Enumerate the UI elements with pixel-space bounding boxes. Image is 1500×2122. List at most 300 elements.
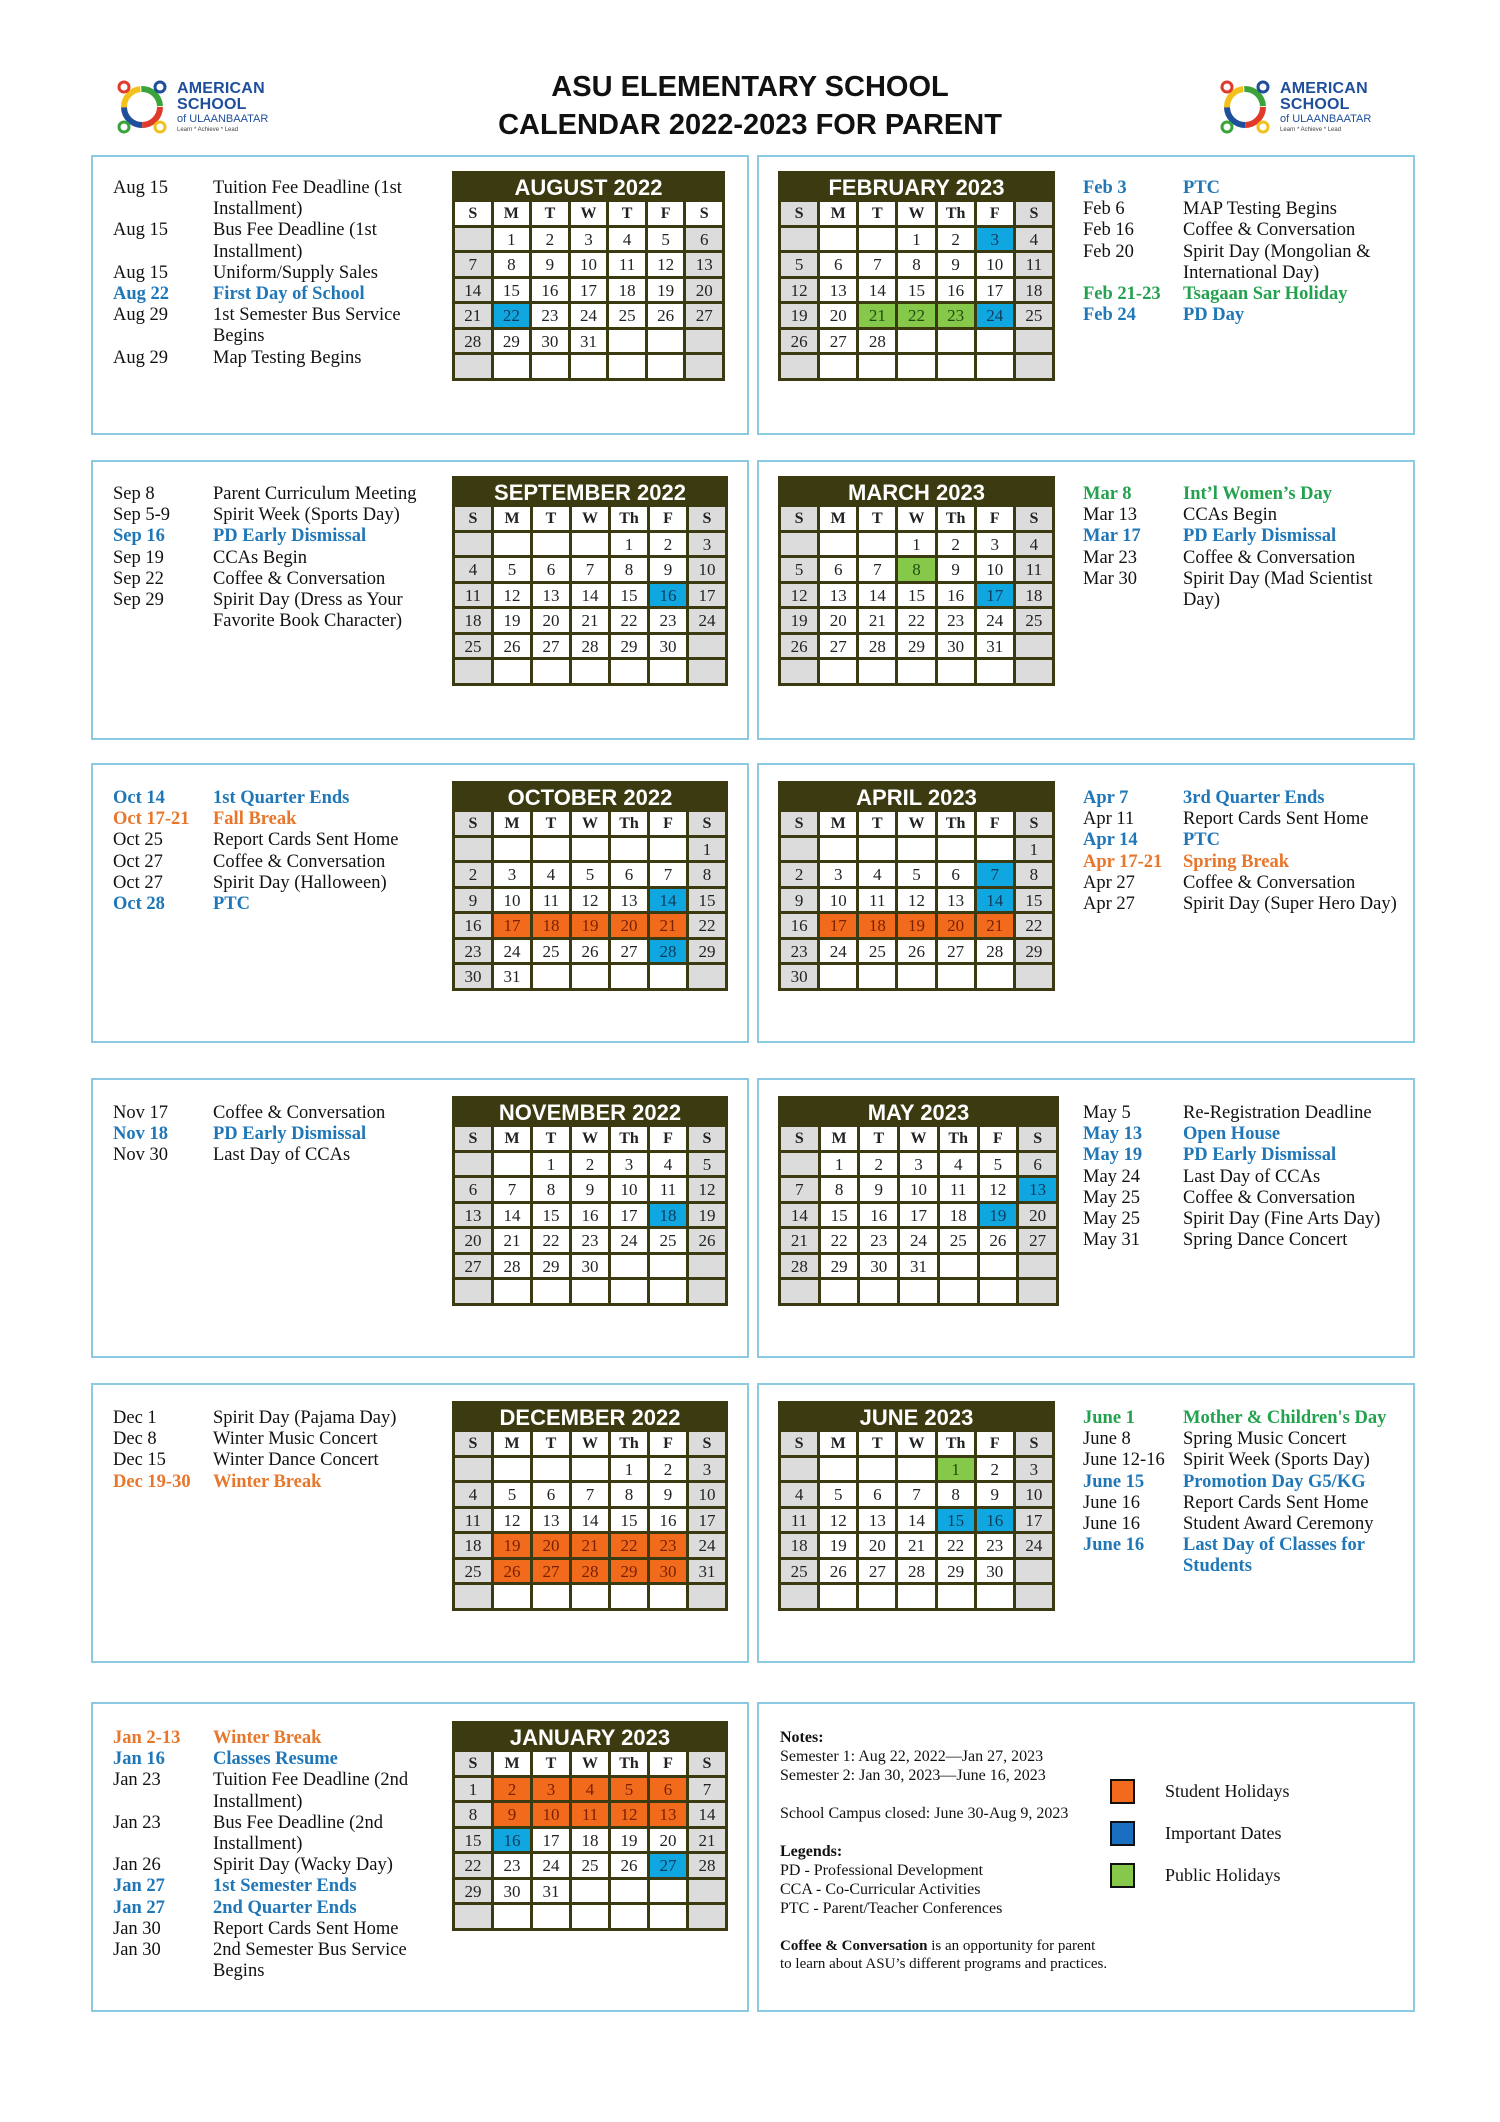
day-cell: 27 bbox=[611, 940, 647, 963]
event-date: Jan 27 bbox=[113, 1876, 165, 1897]
event-item bbox=[113, 894, 433, 915]
day-cell: 29 bbox=[533, 1255, 569, 1278]
day-cell bbox=[494, 1585, 530, 1608]
event-item bbox=[113, 1472, 433, 1493]
legend-label: Public Holidays bbox=[1165, 1864, 1281, 1885]
day-cell: 24 bbox=[571, 304, 607, 327]
weekday-header: T bbox=[860, 1127, 897, 1150]
day-cell: 31 bbox=[533, 1880, 569, 1903]
event-date: Oct 28 bbox=[113, 894, 165, 915]
day-cell: 27 bbox=[533, 635, 569, 658]
day-cell: 28 bbox=[572, 1560, 608, 1583]
event-item bbox=[1083, 220, 1413, 241]
event-date: Dec 8 bbox=[113, 1429, 157, 1450]
weekday-header: T bbox=[533, 1127, 569, 1150]
day-cell bbox=[686, 355, 722, 378]
day-cell bbox=[898, 1585, 934, 1608]
day-cell bbox=[650, 1280, 686, 1303]
day-cell: 3 bbox=[1016, 1458, 1052, 1481]
calendar-grid bbox=[455, 1127, 725, 1303]
day-cell: 23 bbox=[860, 1229, 897, 1252]
event-text: Int’l Women’s Day bbox=[1183, 484, 1333, 504]
day-cell: 3 bbox=[977, 533, 1013, 556]
weekday-header: F bbox=[650, 812, 686, 835]
event-item bbox=[1083, 484, 1413, 505]
event-text: Coffee & Conversation bbox=[213, 851, 386, 872]
calendar-month-title: MAY 2023 bbox=[867, 1100, 970, 1125]
calendar-grid bbox=[455, 812, 725, 988]
day-cell bbox=[611, 965, 647, 988]
event-date: Jan 23 bbox=[113, 1770, 161, 1791]
weekday-header: F bbox=[650, 507, 686, 530]
day-cell: 16 bbox=[455, 914, 491, 937]
day-cell bbox=[938, 355, 974, 378]
day-cell: 1 bbox=[611, 1458, 647, 1481]
day-cell: 7 bbox=[781, 1178, 818, 1201]
day-cell: 4 bbox=[572, 1778, 608, 1801]
event-item bbox=[113, 1876, 433, 1897]
weekday-header: S bbox=[1016, 202, 1052, 225]
day-cell: 5 bbox=[648, 228, 684, 251]
day-cell bbox=[1016, 660, 1052, 683]
event-date: Jan 30 bbox=[113, 1940, 161, 1961]
day-cell: 26 bbox=[781, 330, 817, 353]
calendar-month-title: DECEMBER 2022 bbox=[499, 1405, 681, 1430]
event-text: Bus Fee Deadline (2nd Installment) bbox=[213, 1812, 384, 1855]
weekday-header: F bbox=[977, 202, 1013, 225]
event-text: Last Day of Classes for Students bbox=[1183, 1535, 1365, 1577]
school-logo-right bbox=[1215, 74, 1385, 140]
event-date: May 24 bbox=[1083, 1166, 1141, 1187]
day-cell: 30 bbox=[860, 1255, 897, 1278]
day-cell: 8 bbox=[494, 253, 530, 276]
day-cell: 25 bbox=[572, 1854, 608, 1877]
event-item bbox=[113, 1855, 433, 1876]
day-cell bbox=[533, 1585, 569, 1608]
day-cell: 2 bbox=[938, 228, 974, 251]
day-cell bbox=[611, 660, 647, 683]
day-cell: 5 bbox=[980, 1153, 1017, 1176]
day-cell bbox=[821, 1280, 858, 1303]
day-cell: 11 bbox=[533, 889, 569, 912]
day-cell: 30 bbox=[455, 965, 491, 988]
weekday-header: W bbox=[900, 1127, 937, 1150]
day-cell: 15 bbox=[689, 889, 725, 912]
day-cell: 17 bbox=[494, 914, 530, 937]
event-text: 1st Semester Ends bbox=[213, 1876, 357, 1897]
day-cell: 13 bbox=[859, 1509, 895, 1532]
day-cell bbox=[494, 1153, 530, 1176]
event-date: Oct 25 bbox=[113, 830, 163, 851]
day-cell bbox=[859, 965, 895, 988]
day-cell: 7 bbox=[898, 1483, 934, 1506]
day-cell: 3 bbox=[533, 1778, 569, 1801]
day-cell: 11 bbox=[1016, 558, 1052, 581]
day-cell: 26 bbox=[781, 635, 817, 658]
calendar-month-title: FEBRUARY 2023 bbox=[828, 175, 1005, 200]
day-cell: 4 bbox=[781, 1483, 817, 1506]
day-cell: 13 bbox=[820, 279, 856, 302]
day-cell: 8 bbox=[898, 253, 934, 276]
event-item bbox=[1083, 1230, 1413, 1251]
day-cell bbox=[572, 1585, 608, 1608]
event-date: Jan 26 bbox=[113, 1855, 161, 1876]
day-cell bbox=[571, 355, 607, 378]
event-text: Last Day of CCAs bbox=[213, 1145, 351, 1166]
day-cell: 28 bbox=[859, 330, 895, 353]
day-cell: 21 bbox=[859, 609, 895, 632]
day-cell: 25 bbox=[533, 940, 569, 963]
event-date: June 12-16 bbox=[1083, 1450, 1165, 1471]
day-cell: 21 bbox=[572, 609, 608, 632]
day-cell: 11 bbox=[1016, 253, 1052, 276]
event-text: Report Cards Sent Home bbox=[1183, 809, 1369, 830]
day-cell bbox=[494, 1458, 530, 1481]
day-cell bbox=[898, 660, 934, 683]
day-cell bbox=[859, 228, 895, 251]
event-item bbox=[1083, 569, 1413, 611]
day-cell: 15 bbox=[1016, 889, 1052, 912]
event-item bbox=[1083, 505, 1413, 526]
event-text: Re-Registration Deadline bbox=[1183, 1103, 1372, 1123]
event-date: Oct 14 bbox=[113, 788, 165, 808]
day-cell: 25 bbox=[455, 1560, 491, 1583]
day-cell bbox=[650, 1905, 686, 1928]
day-cell bbox=[1016, 965, 1052, 988]
day-cell: 21 bbox=[494, 1229, 530, 1252]
day-cell: 26 bbox=[611, 1854, 647, 1877]
weekday-header: S bbox=[455, 507, 491, 530]
event-text: Spirit Day (Super Hero Day) bbox=[1183, 894, 1397, 915]
event-date: Sep 16 bbox=[113, 526, 165, 547]
day-cell: 11 bbox=[455, 584, 491, 607]
event-item bbox=[113, 526, 433, 547]
day-cell: 4 bbox=[1016, 228, 1052, 251]
day-cell: 10 bbox=[689, 558, 725, 581]
event-text: Uniform/Supply Sales bbox=[213, 262, 378, 283]
legend-public-holidays bbox=[1110, 1854, 1290, 1896]
day-cell: 13 bbox=[1019, 1178, 1056, 1201]
weekday-header: Th bbox=[938, 1432, 974, 1455]
weekday-header: T bbox=[609, 202, 645, 225]
day-cell: 6 bbox=[533, 558, 569, 581]
day-cell: 9 bbox=[494, 1803, 530, 1826]
calendar-august bbox=[452, 171, 725, 381]
day-cell: 5 bbox=[898, 863, 934, 886]
event-date: Mar 8 bbox=[1083, 484, 1132, 504]
event-item bbox=[113, 1124, 433, 1145]
event-text: Classes Resume bbox=[213, 1749, 338, 1770]
day-cell: 3 bbox=[689, 1458, 725, 1481]
event-date: June 16 bbox=[1083, 1535, 1145, 1556]
event-item bbox=[1083, 873, 1413, 894]
event-date: Apr 27 bbox=[1083, 894, 1135, 915]
day-cell: 20 bbox=[859, 1534, 895, 1557]
day-cell: 3 bbox=[900, 1153, 937, 1176]
event-text: PD Early Dismissal bbox=[213, 1124, 367, 1145]
event-date: Aug 15 bbox=[113, 262, 168, 283]
event-date: June 1 bbox=[1083, 1408, 1135, 1428]
calendar-month-title: APRIL 2023 bbox=[856, 785, 977, 810]
event-date: Apr 14 bbox=[1083, 830, 1138, 851]
day-cell: 1 bbox=[533, 1153, 569, 1176]
event-text: Open House bbox=[1183, 1124, 1281, 1145]
day-cell: 16 bbox=[532, 279, 568, 302]
day-cell: 10 bbox=[900, 1178, 937, 1201]
event-date: Mar 17 bbox=[1083, 526, 1141, 547]
day-cell: 29 bbox=[611, 1560, 647, 1583]
event-item bbox=[113, 220, 433, 262]
calendar-grid bbox=[455, 1752, 725, 1928]
weekday-header: Th bbox=[611, 1752, 647, 1775]
day-cell: 27 bbox=[1019, 1229, 1056, 1252]
day-cell bbox=[572, 533, 608, 556]
weekday-header: M bbox=[820, 507, 856, 530]
day-cell: 17 bbox=[977, 584, 1013, 607]
day-cell bbox=[611, 1280, 647, 1303]
day-cell: 23 bbox=[938, 304, 974, 327]
day-cell: 14 bbox=[781, 1204, 818, 1227]
day-cell bbox=[1016, 355, 1052, 378]
day-cell: 1 bbox=[898, 228, 934, 251]
day-cell: 5 bbox=[820, 1483, 856, 1506]
weekday-header: S bbox=[455, 1127, 491, 1150]
day-cell: 2 bbox=[455, 863, 491, 886]
day-cell: 7 bbox=[572, 1483, 608, 1506]
weekday-header: W bbox=[898, 1432, 934, 1455]
day-cell: 9 bbox=[781, 889, 817, 912]
day-cell: 5 bbox=[494, 558, 530, 581]
day-cell bbox=[1016, 635, 1052, 658]
weekday-header: T bbox=[532, 202, 568, 225]
day-cell bbox=[820, 660, 856, 683]
day-cell: 5 bbox=[689, 1153, 725, 1176]
event-item bbox=[1083, 1209, 1413, 1230]
day-cell: 7 bbox=[455, 253, 491, 276]
event-item bbox=[113, 1728, 433, 1749]
day-cell bbox=[455, 1153, 491, 1176]
day-cell: 12 bbox=[980, 1178, 1017, 1201]
day-cell: 24 bbox=[977, 304, 1013, 327]
event-item bbox=[1083, 852, 1413, 873]
day-cell bbox=[898, 1458, 934, 1481]
legend-student-holidays bbox=[1110, 1770, 1290, 1812]
day-cell: 19 bbox=[898, 914, 934, 937]
day-cell: 1 bbox=[494, 228, 530, 251]
event-item bbox=[1083, 178, 1413, 199]
weekday-header: T bbox=[533, 1752, 569, 1775]
event-text: PTC bbox=[213, 894, 250, 915]
day-cell: 11 bbox=[572, 1803, 608, 1826]
day-cell bbox=[572, 838, 608, 861]
day-cell: 21 bbox=[859, 304, 895, 327]
day-cell: 28 bbox=[494, 1255, 530, 1278]
day-cell bbox=[689, 635, 725, 658]
event-date: Oct 27 bbox=[113, 851, 163, 872]
day-cell: 4 bbox=[455, 1483, 491, 1506]
event-item bbox=[1083, 305, 1413, 326]
day-cell: 25 bbox=[455, 635, 491, 658]
day-cell bbox=[533, 533, 569, 556]
event-text: 2nd Quarter Ends bbox=[213, 1897, 357, 1918]
weekday-header: T bbox=[533, 812, 569, 835]
event-list-february bbox=[1083, 178, 1413, 326]
weekday-header: T bbox=[859, 202, 895, 225]
day-cell: 15 bbox=[455, 1829, 491, 1852]
day-cell: 5 bbox=[572, 863, 608, 886]
day-cell: 4 bbox=[455, 558, 491, 581]
day-cell bbox=[1016, 1585, 1052, 1608]
day-cell bbox=[938, 838, 974, 861]
weekday-header: Th bbox=[611, 1432, 647, 1455]
weekday-header: M bbox=[820, 1432, 856, 1455]
weekday-header: Th bbox=[611, 1127, 647, 1150]
day-cell: 17 bbox=[689, 1509, 725, 1532]
day-cell bbox=[533, 965, 569, 988]
day-cell: 28 bbox=[650, 940, 686, 963]
day-cell bbox=[977, 330, 1013, 353]
weekday-header: Th bbox=[940, 1127, 977, 1150]
event-item bbox=[113, 809, 433, 830]
event-item bbox=[1083, 1167, 1413, 1188]
event-date: Feb 21-23 bbox=[1083, 284, 1161, 305]
day-cell bbox=[820, 1585, 856, 1608]
day-cell: 22 bbox=[821, 1229, 858, 1252]
day-cell: 20 bbox=[650, 1829, 686, 1852]
day-cell bbox=[859, 1458, 895, 1481]
event-text: Winter Music Concert bbox=[213, 1429, 378, 1450]
day-cell: 23 bbox=[455, 940, 491, 963]
day-cell: 8 bbox=[533, 1178, 569, 1201]
day-cell: 2 bbox=[532, 228, 568, 251]
day-cell bbox=[781, 355, 817, 378]
day-cell: 9 bbox=[977, 1483, 1013, 1506]
day-cell: 24 bbox=[611, 1229, 647, 1252]
day-cell: 26 bbox=[980, 1229, 1017, 1252]
event-text: Last Day of CCAs bbox=[1183, 1166, 1321, 1187]
day-cell: 20 bbox=[1019, 1204, 1056, 1227]
day-cell: 27 bbox=[533, 1560, 569, 1583]
day-cell: 22 bbox=[898, 609, 934, 632]
event-text: Spirit Day (Dress as Your Favorite Book Character) bbox=[213, 590, 403, 632]
event-text: Spring Break bbox=[1183, 851, 1290, 872]
day-cell: 12 bbox=[648, 253, 684, 276]
event-item bbox=[113, 263, 433, 284]
day-cell: 2 bbox=[572, 1153, 608, 1176]
day-cell: 20 bbox=[611, 914, 647, 937]
day-cell: 18 bbox=[609, 279, 645, 302]
weekday-header: F bbox=[977, 507, 1013, 530]
day-cell: 12 bbox=[781, 279, 817, 302]
day-cell bbox=[898, 965, 934, 988]
blue-swatch-icon bbox=[1110, 1821, 1135, 1846]
day-cell: 29 bbox=[494, 330, 530, 353]
event-date: Apr 27 bbox=[1083, 872, 1135, 893]
day-cell bbox=[494, 660, 530, 683]
legend-ptc: PTC - Parent/Teacher Conferences bbox=[780, 1900, 1003, 1917]
day-cell: 23 bbox=[781, 940, 817, 963]
weekday-header: Th bbox=[611, 507, 647, 530]
event-text: Tuition Fee Deadline (1st Installment) bbox=[213, 178, 402, 220]
event-date: Dec 19-30 bbox=[113, 1471, 191, 1492]
day-cell: 29 bbox=[898, 635, 934, 658]
day-cell bbox=[494, 1905, 530, 1928]
day-cell: 20 bbox=[820, 304, 856, 327]
day-cell: 30 bbox=[572, 1255, 608, 1278]
day-cell: 21 bbox=[455, 304, 491, 327]
day-cell: 14 bbox=[977, 889, 1013, 912]
event-date: May 31 bbox=[1083, 1230, 1141, 1251]
day-cell: 15 bbox=[494, 279, 530, 302]
day-cell: 31 bbox=[571, 330, 607, 353]
event-date: May 25 bbox=[1083, 1209, 1141, 1230]
event-date: Apr 11 bbox=[1083, 809, 1135, 830]
weekday-header: F bbox=[977, 1432, 1013, 1455]
event-item bbox=[113, 1940, 433, 1982]
day-cell: 18 bbox=[859, 914, 895, 937]
day-cell bbox=[938, 1585, 974, 1608]
day-cell bbox=[455, 1585, 491, 1608]
day-cell bbox=[533, 1280, 569, 1303]
weekday-header: S bbox=[781, 202, 817, 225]
day-cell: 26 bbox=[689, 1229, 725, 1252]
day-cell: 2 bbox=[938, 533, 974, 556]
event-text: 1st Quarter Ends bbox=[213, 788, 350, 808]
day-cell: 9 bbox=[938, 558, 974, 581]
day-cell: 10 bbox=[494, 889, 530, 912]
day-cell: 19 bbox=[980, 1204, 1017, 1227]
event-item bbox=[113, 1408, 433, 1429]
calendar-february bbox=[778, 171, 1055, 381]
day-cell bbox=[689, 965, 725, 988]
day-cell: 6 bbox=[455, 1178, 491, 1201]
day-cell: 11 bbox=[859, 889, 895, 912]
day-cell: 23 bbox=[572, 1229, 608, 1252]
legends-heading: Legends: bbox=[780, 1843, 843, 1860]
event-item bbox=[1083, 1535, 1413, 1577]
day-cell bbox=[572, 660, 608, 683]
event-text: 3rd Quarter Ends bbox=[1183, 788, 1325, 808]
day-cell: 16 bbox=[650, 1509, 686, 1532]
logo-line3: of ULAANBAATAR bbox=[1280, 113, 1372, 125]
event-text: Spirit Day (Halloween) bbox=[213, 872, 387, 893]
day-cell bbox=[977, 965, 1013, 988]
day-cell: 6 bbox=[1019, 1153, 1056, 1176]
event-text: CCAs Begin bbox=[1183, 505, 1278, 526]
day-cell: 12 bbox=[820, 1509, 856, 1532]
day-cell: 9 bbox=[572, 1178, 608, 1201]
day-cell bbox=[898, 838, 934, 861]
day-cell: 23 bbox=[650, 1534, 686, 1557]
day-cell: 29 bbox=[821, 1255, 858, 1278]
weekday-header: S bbox=[1016, 812, 1052, 835]
day-cell: 27 bbox=[455, 1255, 491, 1278]
day-cell: 13 bbox=[533, 1509, 569, 1532]
event-text: Coffee & Conversation bbox=[213, 568, 386, 589]
legend-label: Student Holidays bbox=[1165, 1780, 1290, 1801]
day-cell: 24 bbox=[689, 1534, 725, 1557]
day-cell: 3 bbox=[689, 533, 725, 556]
day-cell: 13 bbox=[611, 889, 647, 912]
legend-cca: CCA - Co-Curricular Activities bbox=[780, 1881, 981, 1898]
event-date: Sep 8 bbox=[113, 484, 155, 504]
day-cell: 10 bbox=[977, 558, 1013, 581]
day-cell: 22 bbox=[898, 304, 934, 327]
day-cell: 26 bbox=[898, 940, 934, 963]
weekday-header: W bbox=[898, 507, 934, 530]
day-cell: 24 bbox=[820, 940, 856, 963]
logo-tagline: Learn * Achieve * Lead bbox=[177, 127, 239, 133]
